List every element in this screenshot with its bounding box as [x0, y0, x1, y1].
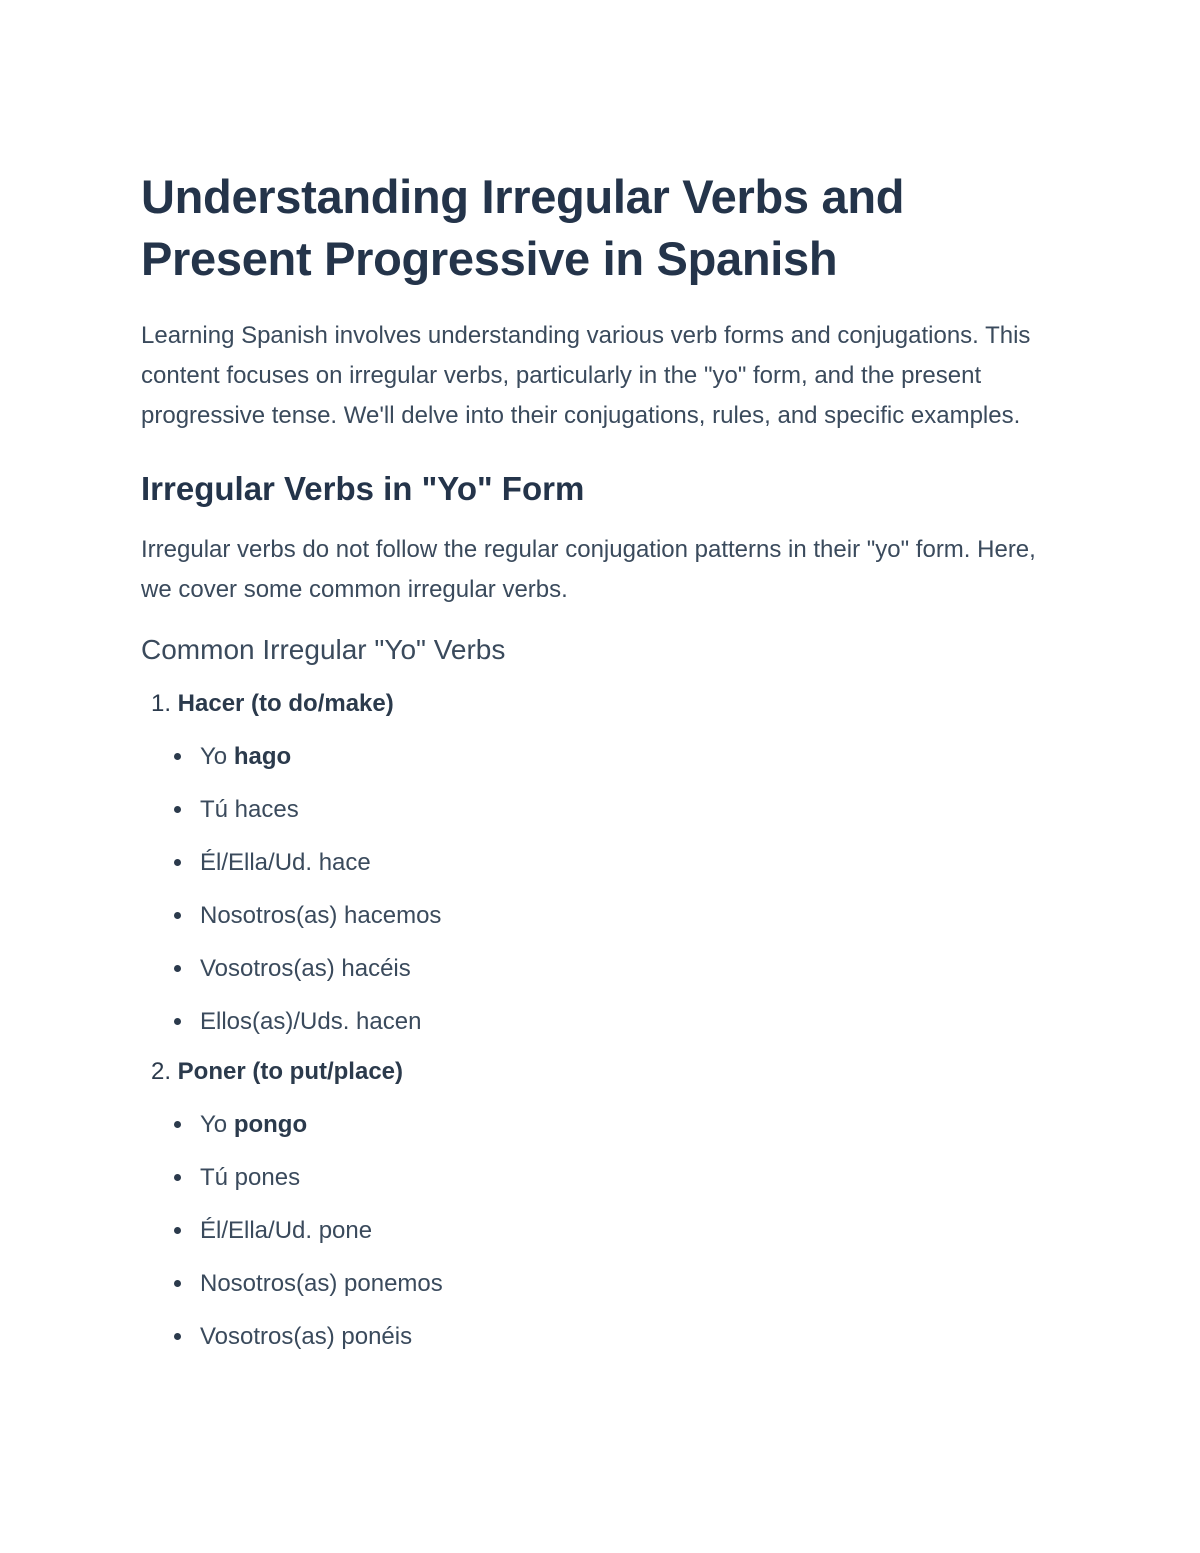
conjugation-text: Nosotros(as) hacemos [200, 902, 442, 929]
yo-form: hago [233, 743, 292, 770]
bullet-icon [174, 1280, 181, 1287]
conjugation-item [171, 836, 1050, 889]
section-heading: Irregular Verbs in "Yo" Form [141, 470, 585, 507]
conjugation-item [171, 1151, 1050, 1204]
bullet-icon [174, 859, 181, 866]
conjugation-item [171, 783, 1050, 836]
conjugation-text: Tú haces [200, 796, 299, 823]
bullet-icon [174, 1018, 181, 1025]
bullet-icon [174, 912, 181, 919]
verb-list [141, 684, 1050, 1363]
bullet-icon [174, 965, 181, 972]
conjugation-text: Vosotros(as) ponéis [200, 1323, 413, 1350]
conjugation-text: Vosotros(as) hacéis [200, 955, 411, 982]
yo-pronoun: Yo [200, 743, 228, 770]
yo-pronoun: Yo [200, 1111, 228, 1138]
conjugation-text: Ellos(as)/Uds. hacen [200, 1008, 422, 1035]
bullet-icon [174, 1333, 181, 1340]
conjugation-list [141, 1098, 1050, 1363]
conjugation-item [171, 1098, 1050, 1151]
verb-name: Poner (to put/place) [177, 1058, 404, 1085]
conjugation-item [171, 1257, 1050, 1310]
bullet-icon [174, 1121, 181, 1128]
bullet-icon [174, 753, 181, 760]
conjugation-text: Él/Ella/Ud. pone [200, 1217, 373, 1244]
conjugation-text: Nosotros(as) ponemos [200, 1270, 443, 1297]
yo-form: pongo [233, 1111, 308, 1138]
conjugation-text: Tú pones [200, 1164, 301, 1191]
section-paragraph: Irregular verbs do not follow the regular conjugation patterns in their "yo" form. Here, we cover some common irregular verbs. [141, 536, 1036, 603]
verb-item [141, 684, 1050, 1048]
verb-item [141, 1052, 1050, 1363]
bullet-icon [174, 806, 181, 813]
bullet-icon [174, 1174, 181, 1181]
bullet-icon [174, 1227, 181, 1234]
page-title: Understanding Irregular Verbs and Present Progressive in Spanish [141, 170, 905, 285]
subsection-heading: Common Irregular "Yo" Verbs [141, 634, 506, 665]
verb-name: Hacer (to do/make) [177, 690, 394, 717]
conjugation-item [171, 995, 1050, 1048]
verb-number: 1. [150, 690, 171, 717]
verb-title [141, 684, 1050, 724]
conjugation-item [171, 730, 1050, 783]
intro-paragraph: Learning Spanish involves understanding various verb forms and conjugations. This content focuses on irregular verbs, particularly in the "yo" form, and the present progressive tense. We'll delve into their conjugations, rules, and specific examples. [141, 322, 1031, 429]
conjugation-list [141, 730, 1050, 1048]
conjugation-item [171, 1310, 1050, 1363]
conjugation-item [171, 1204, 1050, 1257]
conjugation-item [171, 889, 1050, 942]
verb-title [141, 1052, 1050, 1092]
conjugation-text: Él/Ella/Ud. hace [200, 849, 371, 876]
verb-number: 2. [150, 1058, 171, 1085]
conjugation-item [171, 942, 1050, 995]
